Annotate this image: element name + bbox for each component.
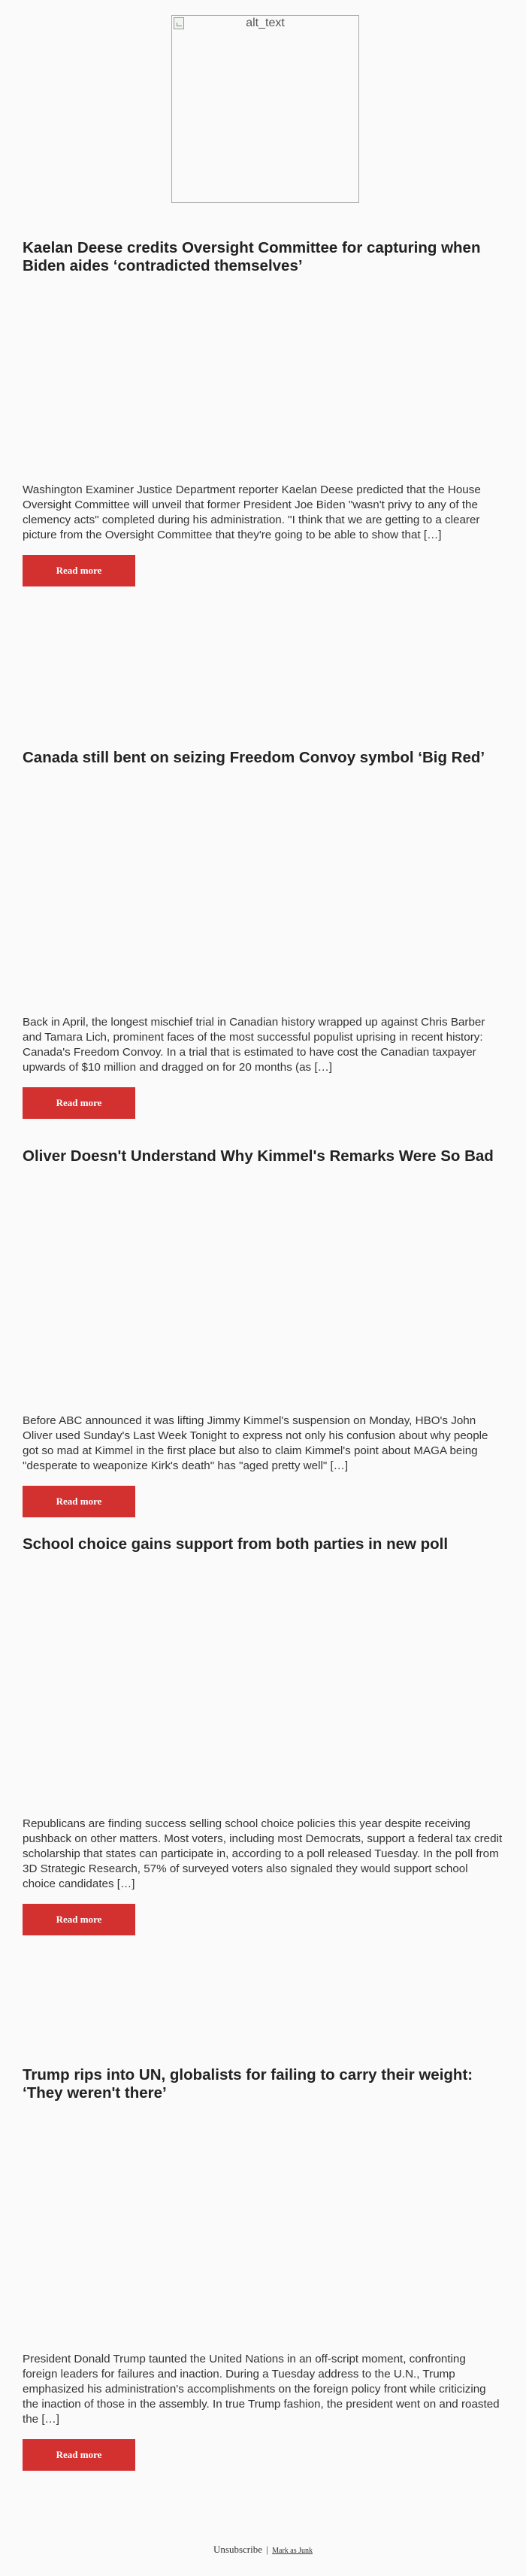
read-more-button[interactable]: Read more: [23, 1087, 135, 1119]
header-logo-area: [0, 0, 526, 226]
article-image[interactable]: [23, 1165, 503, 1414]
article-image[interactable]: [23, 1553, 503, 1817]
mark-as-junk-link[interactable]: Mark as Junk: [272, 2547, 313, 2555]
read-more-button[interactable]: Read more: [23, 2439, 135, 2471]
footer: [0, 2544, 526, 2556]
article-title[interactable]: Trump rips into UN, globalists for failing to carry their weight: ‘They weren't there’: [23, 2066, 473, 2102]
article-title[interactable]: Oliver Doesn't Understand Why Kimmel's Remarks Were So Bad: [23, 1147, 494, 1165]
article-image[interactable]: [23, 275, 503, 483]
article-excerpt: Washington Examiner Justice Department reporter Kaelan Deese predicted that the House Oversight Committee will unveil that former President Joe Biden "wasn't privy to any of the clemency acts" completed during his administration. "I think that we are getting to a clearer picture from the Oversight Committee that they're going to be able to show that […]: [23, 483, 481, 541]
footer-separator: |: [266, 2544, 268, 2555]
logo-image: [171, 15, 359, 203]
article-excerpt: Back in April, the longest mischief trial in Canadian history wrapped up against Chris Barber and Tamara Lich, prominent faces of the most successful populist uprising in recent history: Canada's Freedom Convoy. In a trial that is estimated to have cost the Canadian taxpayer upwards of $10 million and dragged on for 20 months (as […]: [23, 1016, 485, 1074]
article-card: [23, 1147, 503, 1517]
article-image[interactable]: [23, 2102, 503, 2352]
unsubscribe-link[interactable]: Unsubscribe: [213, 2544, 262, 2555]
article-title[interactable]: Canada still bent on seizing Freedom Convoy symbol ‘Big Red’: [23, 749, 485, 766]
article-excerpt: Before ABC announced it was lifting Jimmy Kimmel's suspension on Monday, HBO's John Oliver used Sunday's Last Week Tonight to express not only his confusion about why people got so mad at Kimmel in the first place but also to claim Kimmel's point about MAGA being "desperate to weaponize Kirk's death" has "aged pretty well" […]: [23, 1414, 488, 1472]
article-card: [23, 749, 503, 1119]
read-more-button[interactable]: Read more: [23, 1486, 135, 1517]
read-more-button[interactable]: Read more: [23, 1904, 135, 1935]
article-title[interactable]: Kaelan Deese credits Oversight Committee for capturing when Biden aides ‘contradicted themselves’: [23, 239, 481, 274]
article-card: [23, 2066, 503, 2471]
article-excerpt: President Donald Trump taunted the United Nations in an off-script moment, confronting foreign leaders for failures and inaction. During a Tuesday address to the U.N., Trump emphasized his administration's accomplishments on the foreign policy front while criticizing the inaction of those in the assembly. In true Trump fashion, the president went on and roasted the […]: [23, 2353, 500, 2426]
article-card: [23, 239, 503, 586]
article-title[interactable]: School choice gains support from both parties in new poll: [23, 1535, 449, 1553]
article-card: [23, 1535, 503, 1935]
logo-alt-text: alt_text: [246, 17, 285, 29]
article-image[interactable]: [23, 767, 503, 1015]
article-excerpt: Republicans are finding success selling school choice policies this year despite receiving pushback on other matters. Most voters, including most Democrats, support a federal tax credit scholarship that states can participate in, according to a poll released Tuesday. In the poll from 3D Strategic Research, 57% of surveyed voters also signaled they would support school choice candidates […]: [23, 1817, 503, 1890]
read-more-button[interactable]: Read more: [23, 555, 135, 586]
